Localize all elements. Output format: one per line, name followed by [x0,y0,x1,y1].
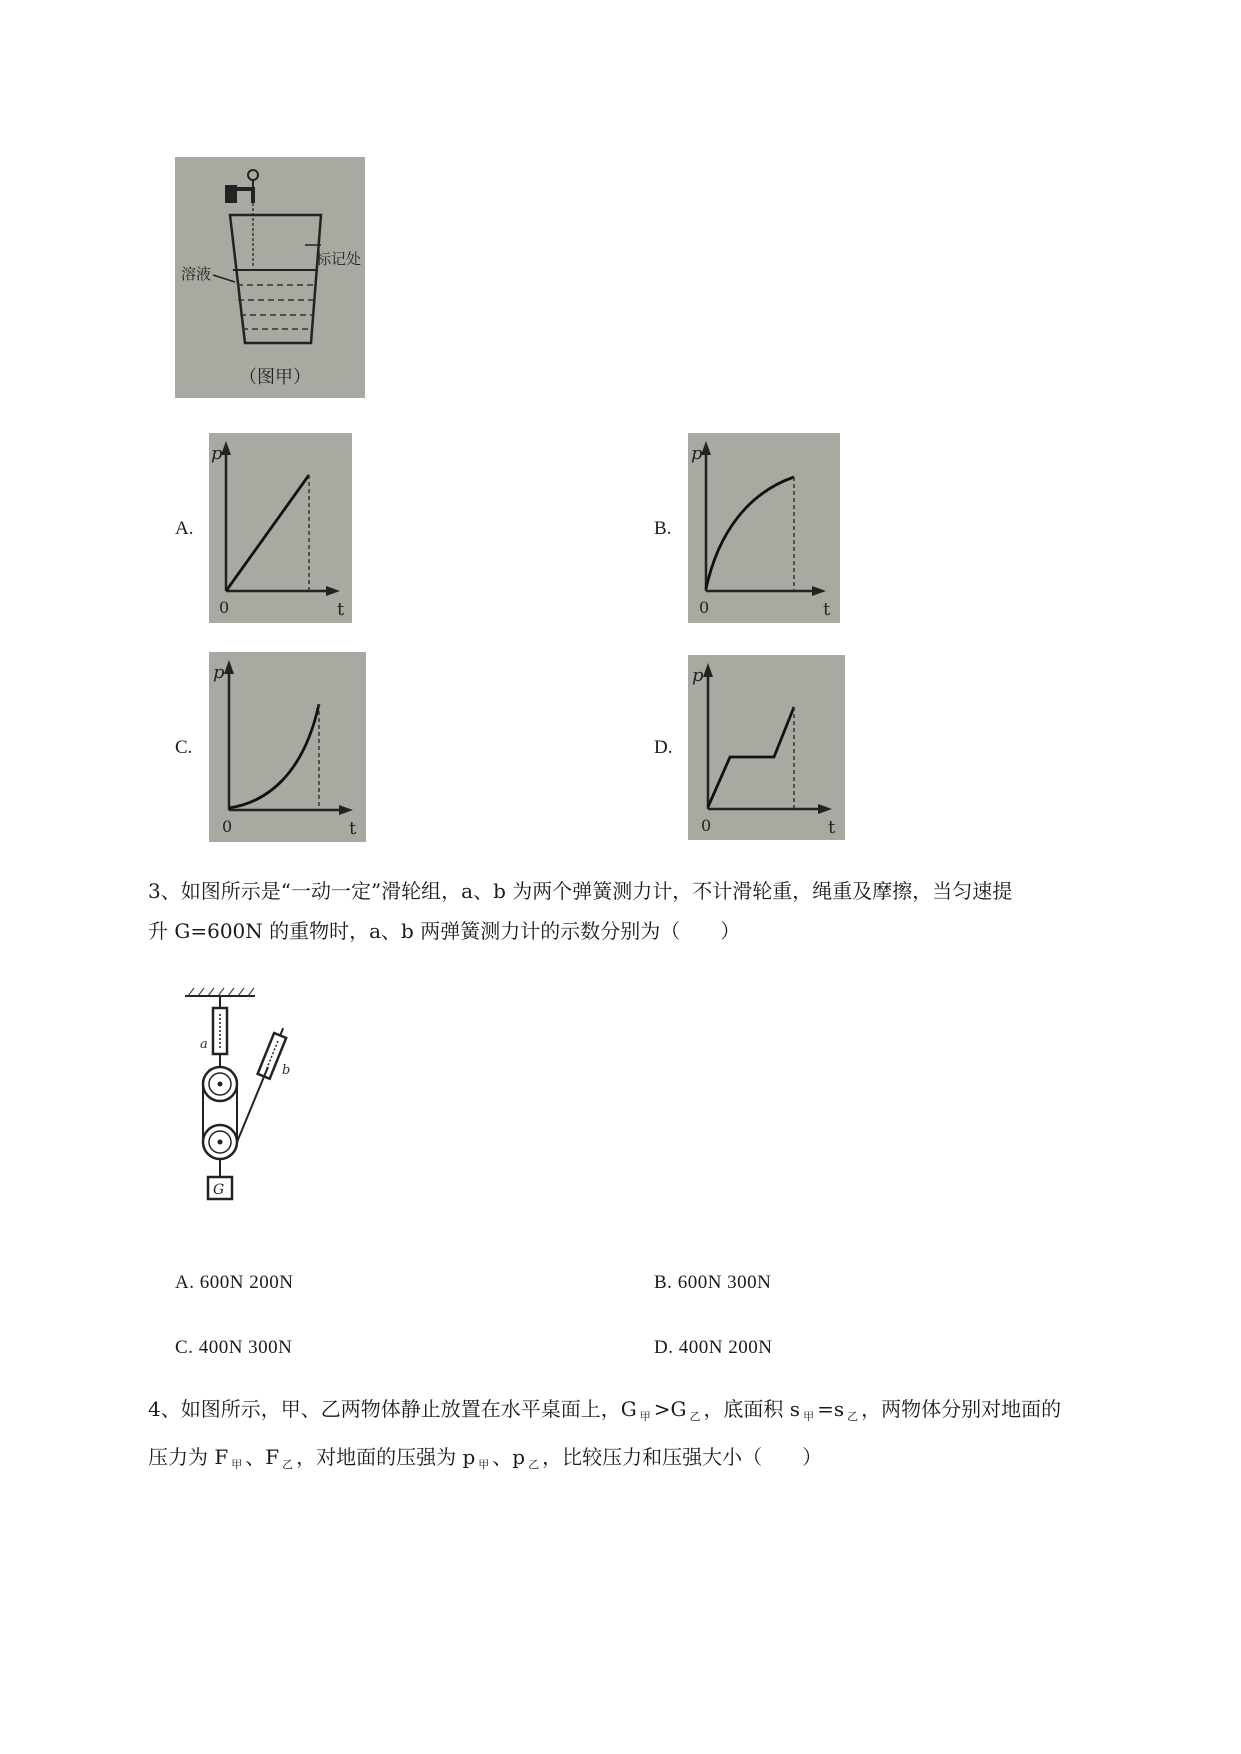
graph-c [209,652,366,842]
curve-concave-down [706,477,794,589]
axis-x-label: t [337,599,345,620]
curve-rise-plateau-rise [708,707,794,807]
curve-linear [226,475,309,591]
question-4-line-1: 4、如图所示，甲、乙两物体静止放置在水平桌面上，G $_甲$ >G $_乙$ ，底面积 s $_甲$ =s $_乙$ ，两物体分别对地面的 [148,1397,1062,1423]
q3-option-b: B. 600N 300N [654,1272,772,1293]
pulley-figure [170,972,310,1222]
question-4-text [148,1389,1158,1485]
figure-jia-drawing [175,157,365,398]
option-b-label: B. [654,518,672,539]
axis-y-label: p [211,443,223,464]
scale-b-label: b [282,1063,291,1078]
question-3-line-2: 升 G=600N 的重物时，a、b 两弹簧测力计的示数分别为（ ） [148,919,741,943]
axis-origin: 0 [219,598,230,617]
axis-origin: 0 [699,598,710,617]
axis-origin: 0 [701,816,712,835]
scale-a-label: a [200,1037,208,1052]
question-3-line-1: 3、如图所示是“一动一定”滑轮组，a、b 为两个弹簧测力计，不计滑轮重，绳重及摩擦，当匀速提 [148,879,1013,903]
q3-option-a: A. 600N 200N [175,1272,294,1293]
figure-jia [175,157,365,398]
axis-y-label: p [692,665,704,686]
axis-y-label: p [691,443,703,464]
option-c-label: C. [175,737,193,758]
question-3-text [148,871,1158,951]
axis-y-label: p [213,662,225,683]
axis-origin: 0 [222,817,233,836]
axis-x-label: t [828,817,836,838]
graph-d [688,655,845,840]
q3-option-d: D. 400N 200N [654,1337,773,1358]
label-mark: 标记处 [316,250,362,268]
axis-x-label: t [823,599,831,620]
q3-option-c: C. 400N 300N [175,1337,293,1358]
graph-a [209,433,352,623]
axis-x-label: t [349,818,357,839]
question-4-line-2: 压力为 F $_甲$ 、F $_乙$ ，对地面的压强为 p $_甲$ 、p $_乙$ ，比较压力和压强大小（ ） [148,1445,823,1471]
figure-caption: （图甲） [239,367,311,388]
curve-concave-up [229,704,319,808]
option-a-label: A. [175,518,194,539]
label-solution: 溶液 [181,265,212,283]
option-d-label: D. [654,737,673,758]
graph-b [688,433,840,623]
weight-label: G [213,1182,225,1198]
